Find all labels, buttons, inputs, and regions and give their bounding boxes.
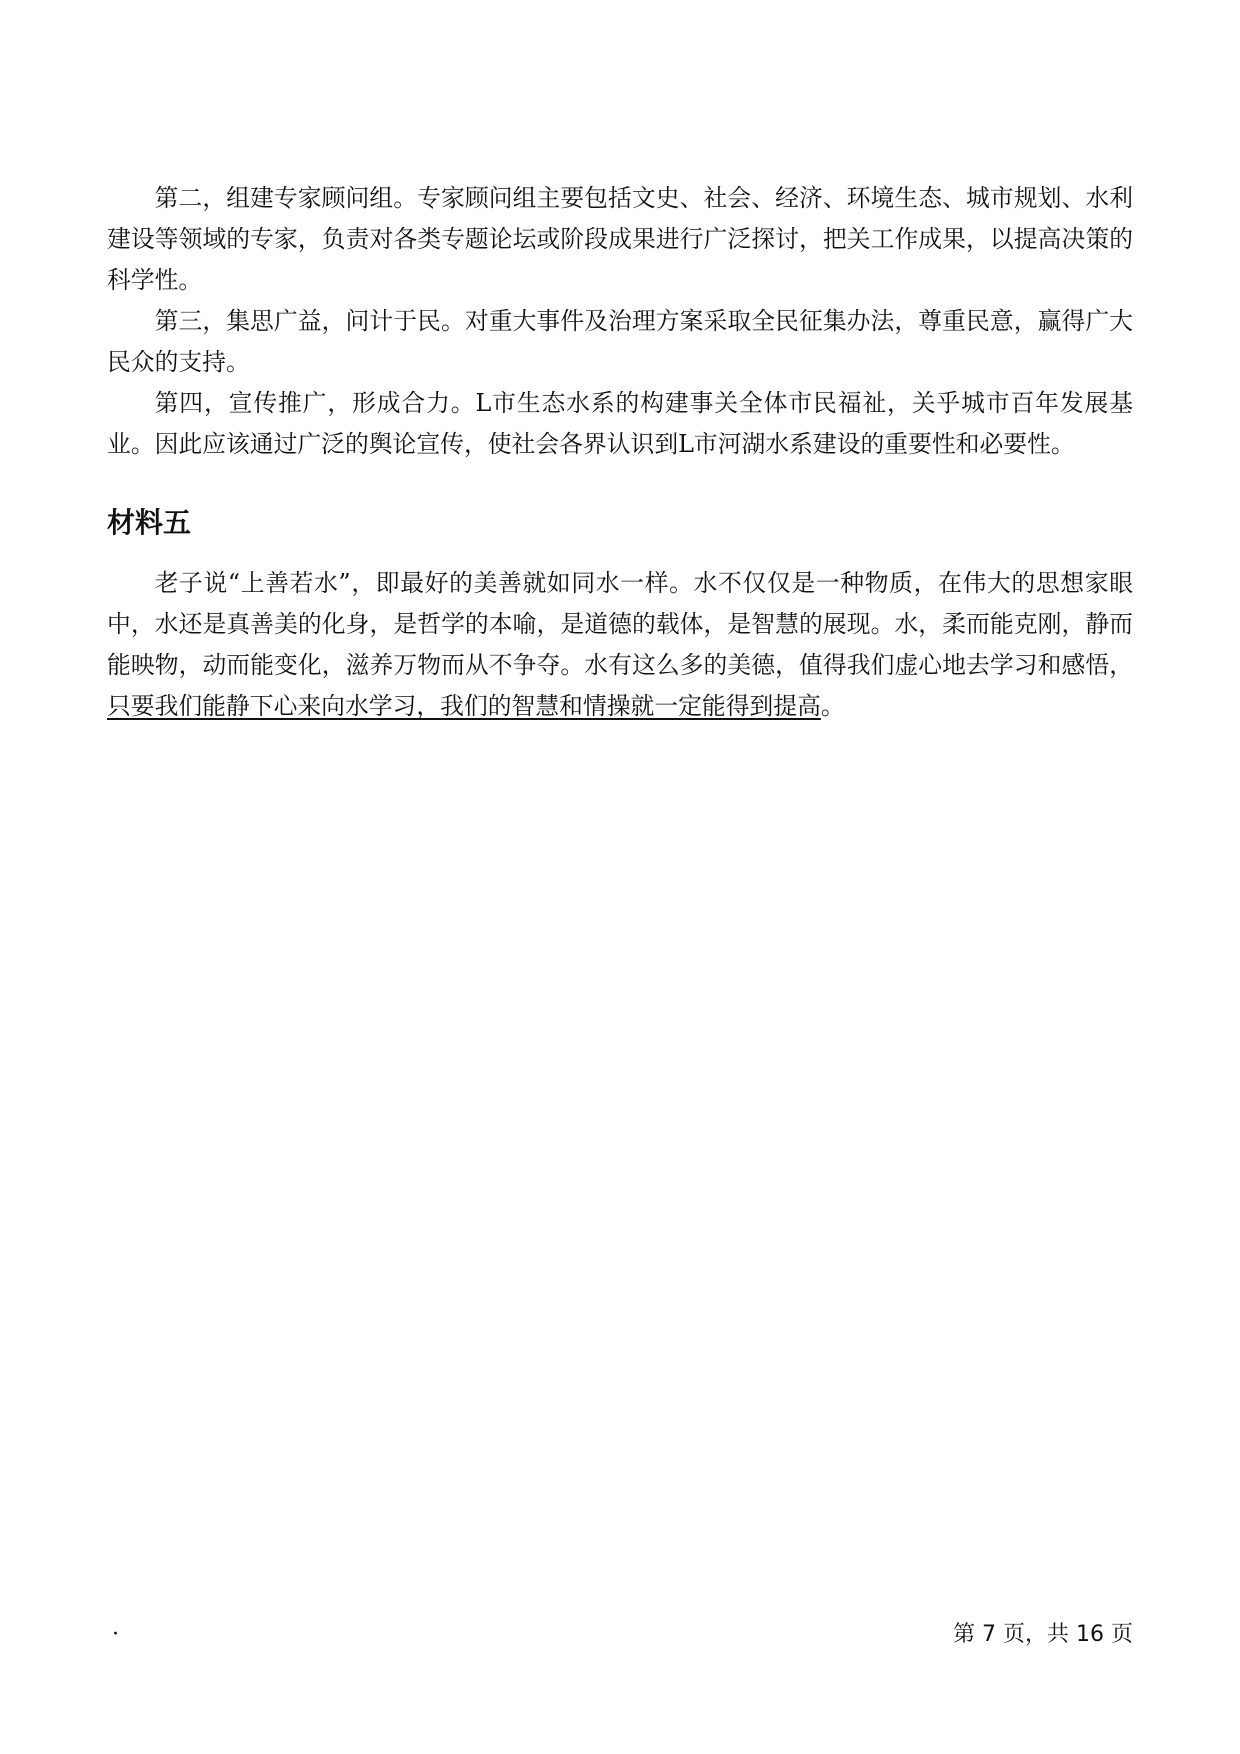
footer-dot: ·	[112, 1622, 119, 1647]
material-five-section	[107, 503, 1133, 727]
material-five-paragraph	[107, 563, 1133, 727]
material-five-text: 老子说“上善若水”，即最好的美善就如同水一样。水不仅仅是一种物质，在伟大的思想家眼中，水还是真善美的化身，是哲学的本喻，是道德的载体，是智慧的展现。水，柔而能克刚，静而能映物，动而能变化，滋养万物而从不争夺。水有这么多的美德，值得我们虚心地去学习和感悟，	[107, 569, 1133, 679]
paragraph-fourth: 第四，宣传推广，形成合力。L市生态水系的构建事关全体市民福祉，关乎城市百年发展基业。因此应该通过广泛的舆论宣传，使社会各界认识到L市河湖水系建设的重要性和必要性。	[107, 389, 1133, 458]
sentence-end: 。	[820, 692, 845, 720]
paragraph-second: 第二，组建专家顾问组。专家顾问组主要包括文史、社会、经济、环境生态、城市规划、水利建设等领域的专家，负责对各类专题论坛或阶段成果进行广泛探讨，把关工作成果，以提高决策的科学性。	[107, 184, 1133, 294]
underlined-sentence: 只要我们能静下心来向水学习，我们的智慧和情操就一定能得到提高	[107, 692, 821, 720]
section-heading: 材料五	[107, 506, 192, 539]
page-number: 第 7 页，共 16 页	[953, 1622, 1133, 1647]
document-body-top	[107, 178, 1133, 465]
paragraph-third: 第三，集思广益，问计于民。对重大事件及治理方案采取全民征集办法，尊重民意，赢得广大民众的支持。	[107, 307, 1133, 376]
